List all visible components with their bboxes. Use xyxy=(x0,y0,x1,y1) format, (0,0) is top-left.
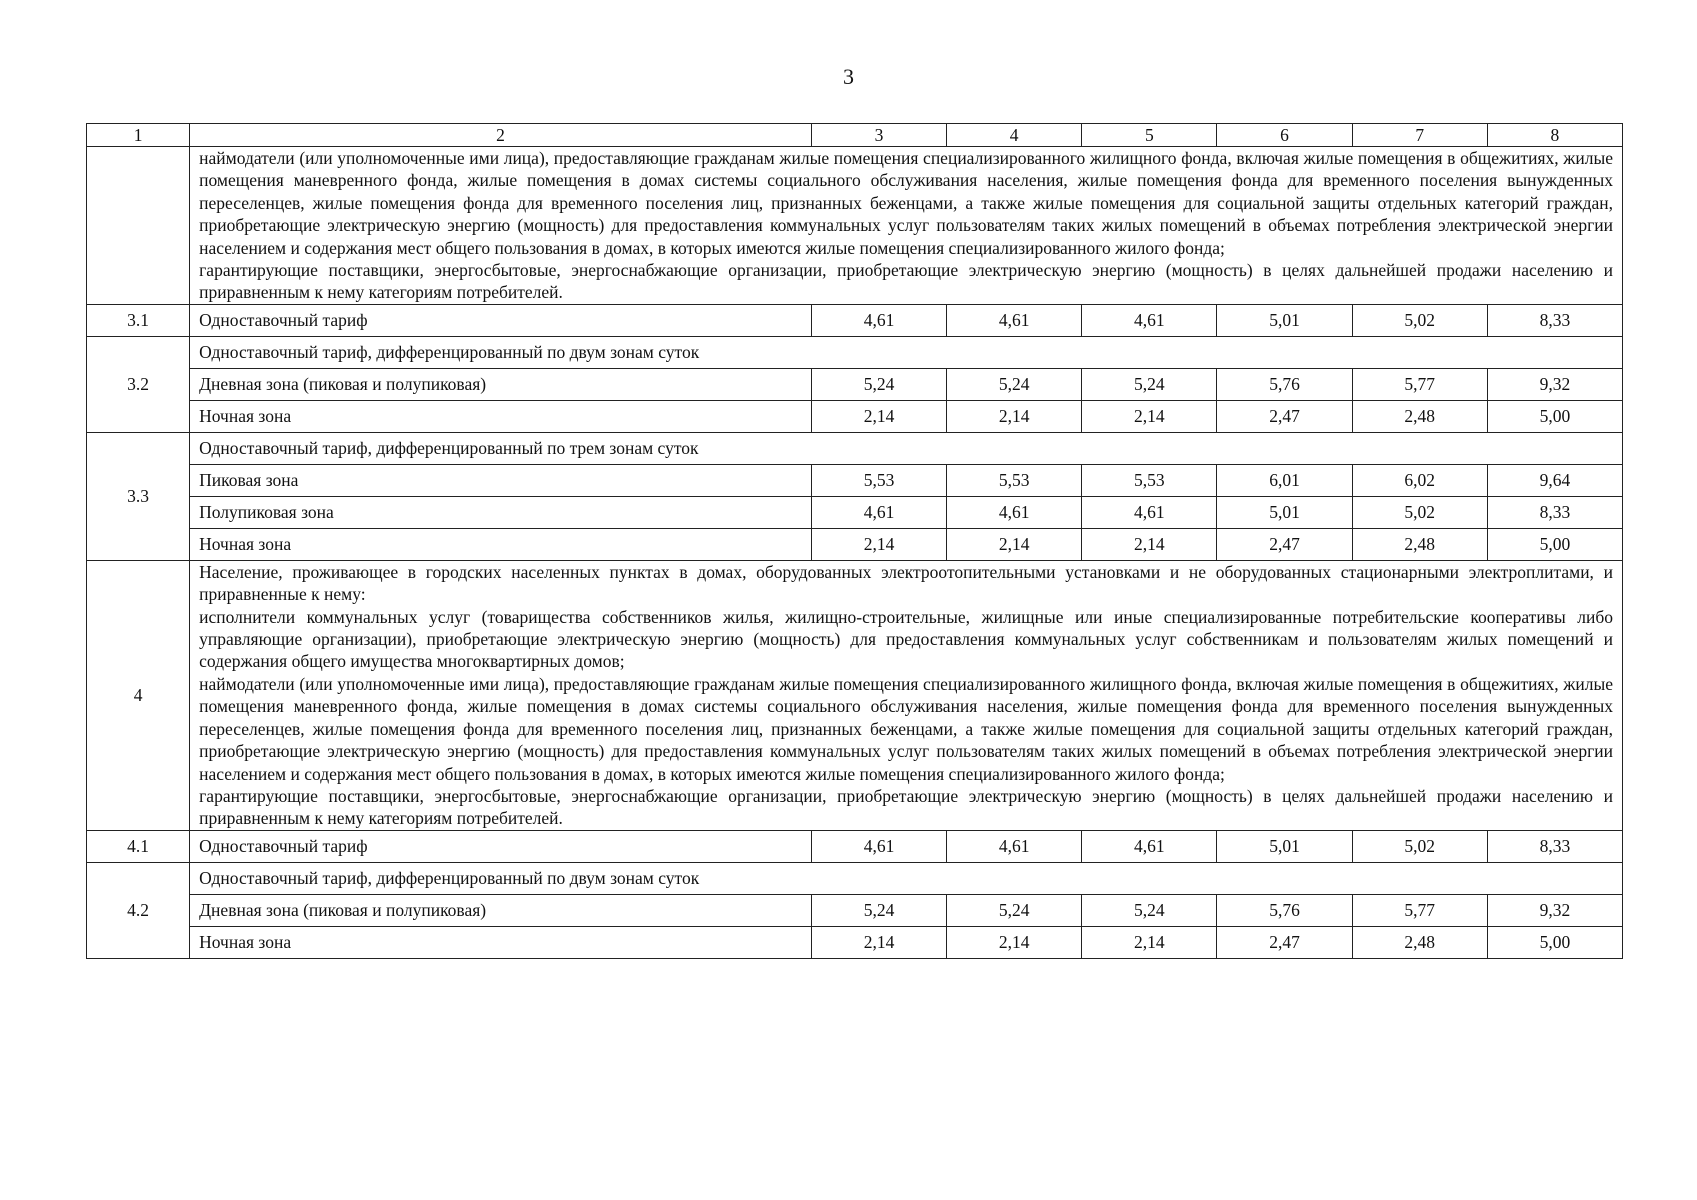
tariff-value: 6,02 xyxy=(1352,464,1487,496)
tariff-value: 2,48 xyxy=(1352,926,1487,958)
tariff-value: 8,33 xyxy=(1487,496,1622,528)
description-paragraph: наймодатели (или уполномоченные ими лица), предоставляющие гражданам жилые помещения специализированного жилищного фонда, включая жилые помещения в общежитиях, жилые помещения маневренного фонда, жилые помещения в домах системы социального обслуживания населения, жилые помещения фонда для временного поселения вынужденных переселенцев, жилые помещения фонда для временного поселения лиц, признанных беженцами, а также жилые помещения для социальной защиты отдельных категорий граждан, приобретающие электрическую энергию (мощность) для предоставления коммунальных услуг пользователям таких жилых помещений в объемах потребления электрической энергии населением и содержания мест общего пользования в домах, в которых имеются жилые помещения специализированного жилого фонда; xyxy=(199,673,1613,784)
tariff-value: 5,53 xyxy=(811,464,946,496)
column-header: 1 xyxy=(87,124,190,147)
tariff-value: 6,01 xyxy=(1217,464,1352,496)
tariff-value: 5,77 xyxy=(1352,368,1487,400)
description-paragraph: гарантирующие поставщики, энергосбытовые, энергоснабжающие организации, приобретающие электрическую энергию (мощность) в целях дальнейшей продажи населению и приравненным к нему категориям потребителей. xyxy=(199,785,1613,829)
tariff-value: 9,64 xyxy=(1487,464,1622,496)
tariff-value: 9,32 xyxy=(1487,368,1622,400)
tariff-value: 2,47 xyxy=(1217,528,1352,560)
tariff-value: 4,61 xyxy=(1082,496,1217,528)
tariff-value: 5,01 xyxy=(1217,496,1352,528)
tariff-value: 5,24 xyxy=(811,368,946,400)
column-header: 2 xyxy=(190,124,812,147)
tariff-value: 2,14 xyxy=(1082,926,1217,958)
tariff-value: 8,33 xyxy=(1487,830,1622,862)
tariff-value: 2,14 xyxy=(811,926,946,958)
tariff-value: 4,61 xyxy=(947,830,1082,862)
tariff-value: 4,61 xyxy=(1082,304,1217,336)
column-header: 6 xyxy=(1217,124,1352,147)
tariff-value: 5,24 xyxy=(947,368,1082,400)
row-number: 4 xyxy=(87,560,190,830)
column-header: 8 xyxy=(1487,124,1622,147)
tariff-value: 5,02 xyxy=(1352,496,1487,528)
tariff-value: 2,14 xyxy=(947,926,1082,958)
tariff-name: Дневная зона (пиковая и полупиковая) xyxy=(190,894,812,926)
tariff-value: 8,33 xyxy=(1487,304,1622,336)
section-4-description xyxy=(190,560,1623,830)
description-paragraph: Население, проживающее в городских населенных пунктах в домах, оборудованных электроотопительными установками и не оборудованных стационарными электроплитами, и приравненные к нему: xyxy=(199,561,1613,605)
tariff-value: 5,01 xyxy=(1217,830,1352,862)
row-number-empty xyxy=(87,147,190,305)
tariff-name: Одноставочный тариф xyxy=(190,830,812,862)
tariff-value: 5,01 xyxy=(1217,304,1352,336)
table-row-4-2-night xyxy=(87,926,1623,958)
tariff-group-title: Одноставочный тариф, дифференцированный по трем зонам суток xyxy=(190,432,1623,464)
tariff-name: Дневная зона (пиковая и полупиковая) xyxy=(190,368,812,400)
column-header: 7 xyxy=(1352,124,1487,147)
tariff-name: Ночная зона xyxy=(190,400,812,432)
tariff-value: 2,14 xyxy=(947,400,1082,432)
tariff-name: Пиковая зона xyxy=(190,464,812,496)
row-number: 3.3 xyxy=(87,432,190,560)
tariff-value: 5,24 xyxy=(1082,368,1217,400)
page-number: 3 xyxy=(843,64,854,89)
table-row-3-2-title xyxy=(87,336,1623,368)
tariff-value: 5,53 xyxy=(947,464,1082,496)
table-row-3-3-title xyxy=(87,432,1623,464)
tariff-value: 5,76 xyxy=(1217,368,1352,400)
tariff-value: 5,24 xyxy=(947,894,1082,926)
tariff-value: 2,48 xyxy=(1352,528,1487,560)
tariff-name: Полупиковая зона xyxy=(190,496,812,528)
tariff-value: 5,53 xyxy=(1082,464,1217,496)
tariff-table xyxy=(86,123,1623,959)
tariff-value: 5,24 xyxy=(811,894,946,926)
row-number: 4.2 xyxy=(87,862,190,958)
tariff-value: 4,61 xyxy=(947,304,1082,336)
tariff-value: 2,14 xyxy=(947,528,1082,560)
tariff-value: 5,02 xyxy=(1352,830,1487,862)
column-header: 5 xyxy=(1082,124,1217,147)
column-header: 3 xyxy=(811,124,946,147)
description-paragraph: наймодатели (или уполномоченные ими лица), предоставляющие гражданам жилые помещения специализированного жилищного фонда, включая жилые помещения в общежитиях, жилые помещения маневренного фонда, жилые помещения в домах системы социального обслуживания населения, жилые помещения фонда для временного поселения вынужденных переселенцев, жилые помещения фонда для временного поселения лиц, признанных беженцами, а также жилые помещения для социальной защиты отдельных категорий граждан, приобретающие электрическую энергию (мощность) для предоставления коммунальных услуг пользователям таких жилых помещений в объемах потребления электрической энергии населением и содержания мест общего пользования в домах, в которых имеются жилые помещения специализированного жилого фонда; xyxy=(199,148,1613,258)
tariff-value: 5,24 xyxy=(1082,894,1217,926)
tariff-value: 5,00 xyxy=(1487,926,1622,958)
table-row-3-3-peak xyxy=(87,464,1623,496)
tariff-value: 2,14 xyxy=(1082,400,1217,432)
tariff-name: Ночная зона xyxy=(190,926,812,958)
tariff-value: 5,77 xyxy=(1352,894,1487,926)
tariff-group-title: Одноставочный тариф, дифференцированный по двум зонам суток xyxy=(190,862,1623,894)
tariff-value: 4,61 xyxy=(947,496,1082,528)
tariff-value: 4,61 xyxy=(811,496,946,528)
column-header: 4 xyxy=(947,124,1082,147)
table-row-4-2-title xyxy=(87,862,1623,894)
tariff-value: 4,61 xyxy=(811,830,946,862)
tariff-value: 2,14 xyxy=(811,528,946,560)
tariff-value: 2,47 xyxy=(1217,400,1352,432)
row-number: 4.1 xyxy=(87,830,190,862)
tariff-value: 2,48 xyxy=(1352,400,1487,432)
tariff-value: 4,61 xyxy=(1082,830,1217,862)
tariff-value: 2,14 xyxy=(1082,528,1217,560)
table-row-4-1 xyxy=(87,830,1623,862)
tariff-name: Ночная зона xyxy=(190,528,812,560)
section-4-description-row xyxy=(87,560,1623,830)
description-paragraph: гарантирующие поставщики, энергосбытовые, энергоснабжающие организации, приобретающие электрическую энергию (мощность) в целях дальнейшей продажи населению и приравненным к нему категориям потребителей. xyxy=(199,260,1613,303)
tariff-value: 5,76 xyxy=(1217,894,1352,926)
table-row-3-3-halfpeak xyxy=(87,496,1623,528)
table-row-3-2-night xyxy=(87,400,1623,432)
tariff-value: 5,00 xyxy=(1487,528,1622,560)
table-row-3-3-night xyxy=(87,528,1623,560)
tariff-value: 4,61 xyxy=(811,304,946,336)
tariff-value: 2,47 xyxy=(1217,926,1352,958)
row-number: 3.2 xyxy=(87,336,190,432)
tariff-value: 5,02 xyxy=(1352,304,1487,336)
table-row-3-2-day xyxy=(87,368,1623,400)
tariff-value: 2,14 xyxy=(811,400,946,432)
table-row-4-2-day xyxy=(87,894,1623,926)
section-3-description xyxy=(190,147,1623,305)
description-paragraph: исполнители коммунальных услуг (товарищества собственников жилья, жилищно-строительные, жилищные или иные специализированные потребительские кооперативы либо управляющие организации), приобретающие электрическую энергию (мощность) для предоставления коммунальных услуг собственникам и пользователям жилых помещений и содержания общего имущества многоквартирных домов; xyxy=(199,606,1613,672)
section-3-description-row xyxy=(87,147,1623,305)
tariff-value: 5,00 xyxy=(1487,400,1622,432)
table-header-row xyxy=(87,124,1623,147)
table-row-3-1 xyxy=(87,304,1623,336)
tariff-value: 9,32 xyxy=(1487,894,1622,926)
row-number: 3.1 xyxy=(87,304,190,336)
tariff-group-title: Одноставочный тариф, дифференцированный по двум зонам суток xyxy=(190,336,1623,368)
tariff-name: Одноставочный тариф xyxy=(190,304,812,336)
